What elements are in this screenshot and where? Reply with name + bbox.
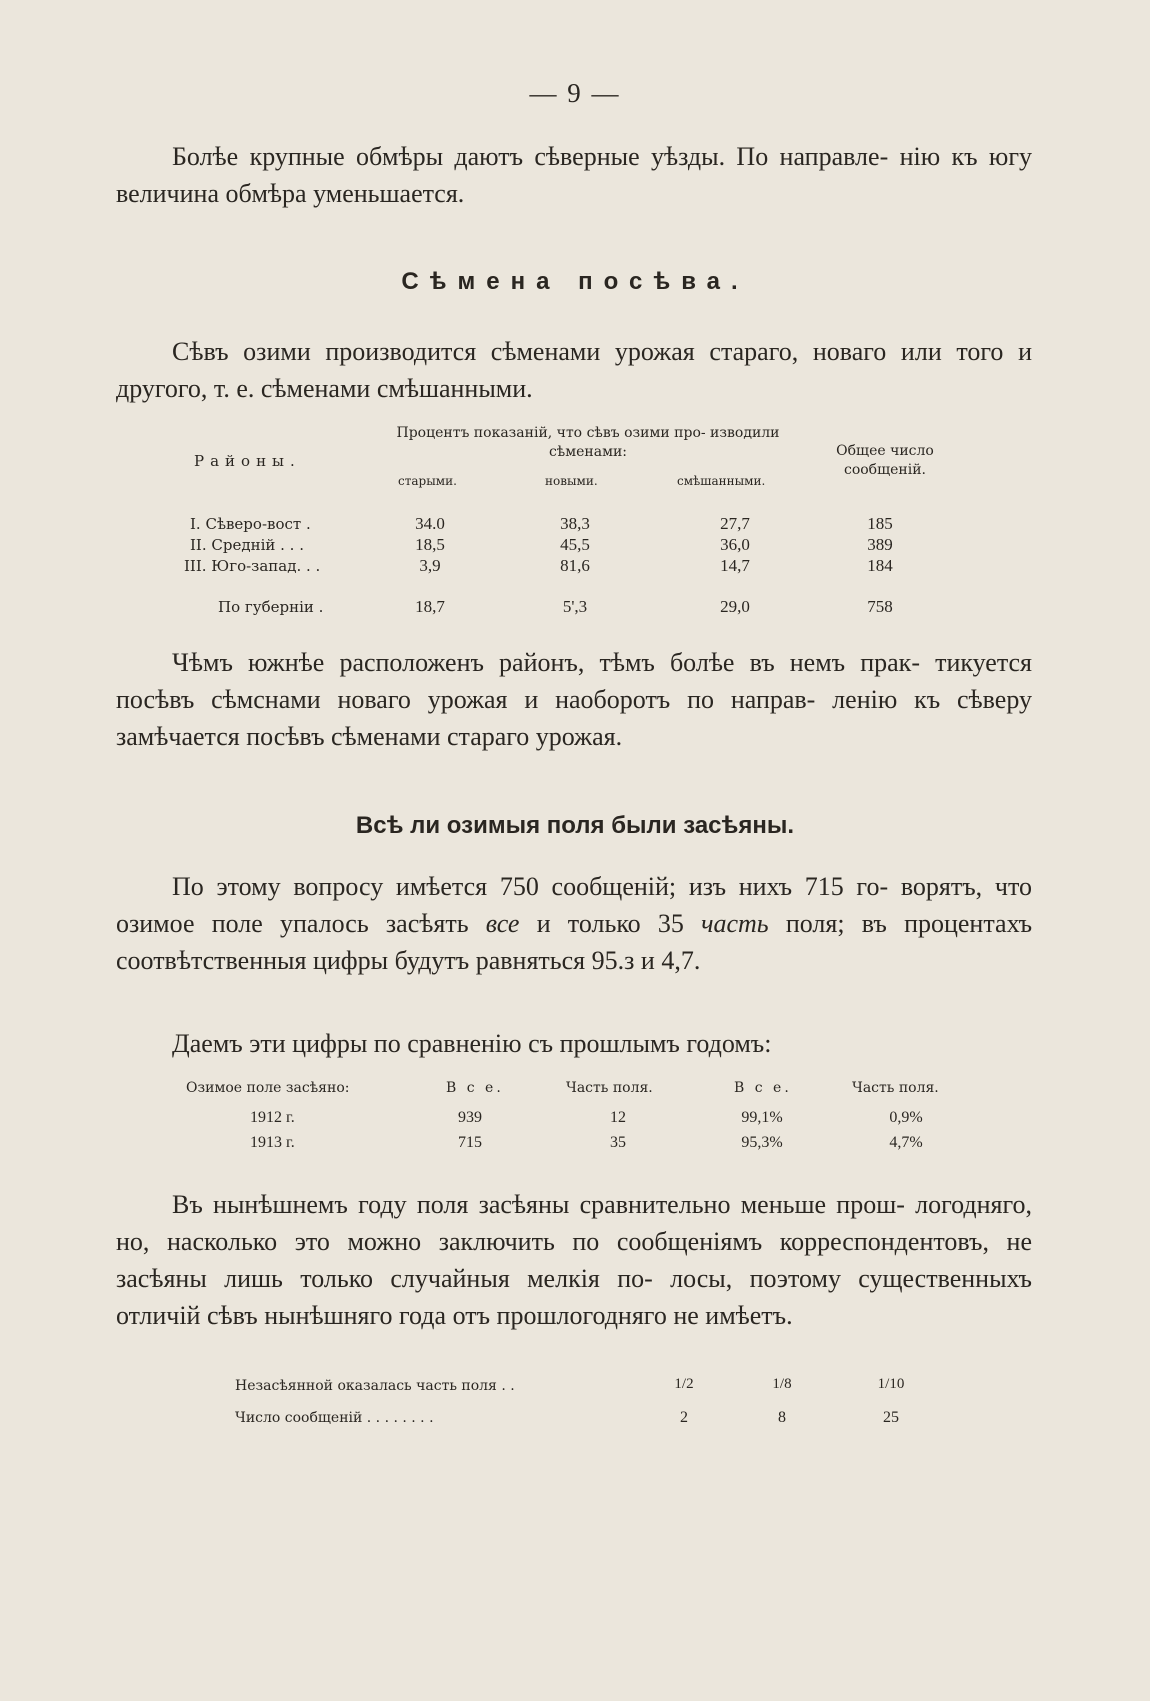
table1-cell-new: 45,5	[560, 535, 590, 554]
table3-cell: 1/2	[674, 1376, 694, 1392]
table1-cell-old: 34.0	[415, 514, 445, 533]
table3-cell: 2	[680, 1409, 688, 1426]
table1-col-new: новыми.	[545, 474, 598, 488]
table1-cell-new: 38,3	[560, 514, 590, 533]
table1-cell-mixed: 36,0	[720, 535, 750, 554]
table2-cell: 715	[458, 1134, 482, 1151]
table1-cell-total: 185	[867, 514, 893, 533]
table1-cell-new: 5',3	[562, 597, 588, 616]
paragraph-6-text: Въ нынѣшнемъ году поля засѣяны сравнительно меньше прош- логодняго, но, насколько это можно заключить по сообщеніямъ корреспондентовъ, не засѣяны лишь только случайныя мелкія по- лосы, поэтому существенныхъ отличій сѣвъ нынѣшняго года отъ прошлогодняго не имѣетъ.	[116, 1190, 1032, 1330]
table1-cell-mixed: 29,0	[720, 597, 750, 616]
table3-cell: 8	[778, 1409, 786, 1426]
paragraph-4-emphasis-2: часть	[701, 909, 769, 938]
table2-cell: 35	[610, 1134, 626, 1151]
table1-cell-region: II. Средній . . .	[190, 536, 304, 554]
table2-header-cell: Озимое поле засѣяно:	[186, 1080, 350, 1096]
table1-cell-old: 18,7	[415, 597, 445, 616]
paragraph-4-text-a: По этому вопросу имѣется 750 сообщеній; изъ нихъ 715 го- ворятъ, что озимое поле упалось засѣять	[116, 872, 1032, 938]
table1-cell-region: III. Юго-запад. . .	[184, 557, 321, 575]
paragraph-6	[116, 1186, 1032, 1334]
paragraph-4-text-c: поля; въ процентахъ соотвѣтственныя цифры будутъ равняться 95.з и 4,7.	[116, 909, 1033, 975]
table2-cell: 12	[610, 1109, 626, 1126]
heading-seeds: Сѣмена посѣва.	[401, 268, 749, 295]
table1-cell-total: 758	[867, 597, 893, 616]
paragraph-2	[116, 333, 1032, 407]
table3-cell: 25	[883, 1409, 899, 1426]
paragraph-1-text: Болѣе крупные обмѣры даютъ сѣверные уѣзды. По направле- нію къ югу величина обмѣра уменьшается.	[116, 142, 1032, 208]
table1-col-total: Общее число сообщеній.	[836, 443, 934, 478]
table2-cell: 4,7%	[889, 1134, 923, 1151]
table1-col-old: старыми.	[398, 474, 457, 488]
table1-cell-new: 81,6	[560, 556, 590, 575]
table2-cell: 1912 г.	[250, 1109, 295, 1126]
table1-cell-total: 184	[867, 556, 893, 575]
table2-cell: 1913 г.	[250, 1134, 295, 1151]
table3-cell: Незасѣянной оказалась часть поля . .	[235, 1378, 515, 1394]
table2-cell: 939	[458, 1109, 482, 1126]
table3-cell: Число сообщеній . . . . . . . .	[235, 1410, 434, 1426]
table2-cell: 99,1%	[741, 1109, 783, 1126]
table1-cell-old: 3,9	[419, 556, 441, 575]
table1-cell-old: 18,5	[415, 535, 445, 554]
paragraph-2-text: Сѣвъ озими производится сѣменами урожая стараго, новаго или того и другого, т. е. сѣменами смѣшанными.	[116, 337, 1032, 403]
table1-cell-region: I. Сѣверо-вост .	[190, 515, 311, 533]
table1-cell-total: 389	[867, 535, 893, 554]
table2-header-cell: В с е.	[734, 1080, 792, 1096]
table2-cell: 95,3%	[741, 1134, 783, 1151]
table1-col-mixed: смѣшанными.	[677, 474, 766, 488]
table2-cell: 0,9%	[889, 1109, 923, 1126]
paragraph-4-text-b: и только 35	[536, 909, 684, 938]
table2-header-cell: В с е.	[446, 1080, 504, 1096]
table1-col-region: Районы.	[194, 452, 301, 470]
table3-cell: 1/8	[772, 1376, 792, 1392]
paragraph-1	[116, 138, 1032, 212]
table1-cell-mixed: 27,7	[720, 514, 750, 533]
table2-header-cell: Часть поля.	[852, 1080, 939, 1096]
table1-col-group: Процентъ показаній, что сѣвъ озими про- изводили сѣменами:	[396, 425, 780, 460]
page-number: — 9 —	[529, 78, 621, 108]
table3-cell: 1/10	[877, 1376, 905, 1392]
paragraph-4-emphasis-1: все	[485, 909, 520, 938]
paragraph-5-text: Даемъ эти цифры по сравненію съ прошлымъ годомъ:	[172, 1029, 772, 1058]
table1-cell-region: По губерніи .	[218, 598, 324, 616]
heading-fields: Всѣ ли озимыя поля были засѣяны.	[355, 812, 795, 839]
paragraph-3	[116, 644, 1032, 755]
table2-header-cell: Часть поля.	[566, 1080, 653, 1096]
paragraph-4	[116, 868, 1032, 979]
paragraph-3-text: Чѣмъ южнѣе расположенъ районъ, тѣмъ болѣе въ немъ прак- тикуется посѣвъ сѣмснами новаго урожая и наоборотъ по направ- ленію къ сѣверу замѣчается посѣвъ сѣменами стараго урожая.	[116, 648, 1032, 751]
paragraph-5	[116, 1025, 1032, 1062]
table1-cell-mixed: 14,7	[720, 556, 750, 575]
